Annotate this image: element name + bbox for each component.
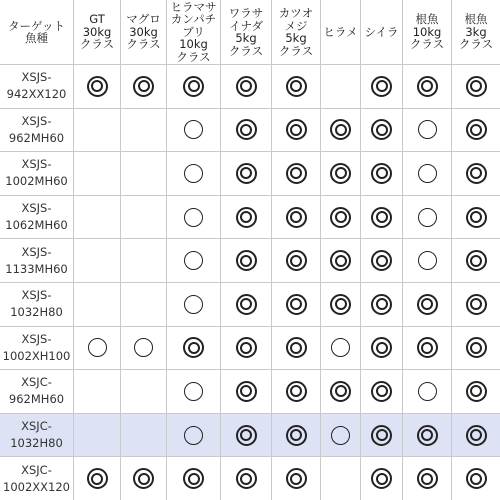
rating-cell-nezakana-3kg <box>451 238 500 282</box>
double-circle-icon <box>286 294 307 315</box>
rating-cell-nezakana-3kg <box>451 151 500 195</box>
rating-cell-maguro <box>120 282 166 326</box>
rating-cell-hiramasa <box>166 238 220 282</box>
rating-cell-maguro <box>120 238 166 282</box>
double-circle-icon <box>183 76 204 97</box>
double-circle-icon <box>286 163 307 184</box>
model-cell <box>0 282 73 326</box>
rating-cell-warasa <box>220 456 271 500</box>
rating-cell-warasa <box>220 108 271 152</box>
model-name: XSJS- 1002MH60 <box>5 157 68 189</box>
model-cell <box>0 108 73 152</box>
double-circle-icon <box>417 468 438 489</box>
header-target-fish-label: ターゲット 魚種 <box>7 18 66 45</box>
header-nezakana-3kg-label: 根魚 3kg クラス <box>458 12 494 52</box>
rating-cell-nezakana-10kg <box>402 151 451 195</box>
double-circle-icon <box>417 76 438 97</box>
double-circle-icon <box>371 468 392 489</box>
double-circle-icon <box>371 425 392 446</box>
model-name: XSJS- 1133MH60 <box>5 244 68 276</box>
rating-cell-nezakana-3kg <box>451 108 500 152</box>
rating-cell-warasa <box>220 326 271 370</box>
rating-cell-hirame <box>320 282 360 326</box>
double-circle-icon <box>286 381 307 402</box>
rating-cell-gt <box>73 64 120 108</box>
rating-cell-warasa <box>220 282 271 326</box>
double-circle-icon <box>417 337 438 358</box>
model-name: XSJS- 942XX120 <box>6 70 67 102</box>
rating-cell-hirame <box>320 413 360 457</box>
rating-cell-warasa <box>220 195 271 239</box>
double-circle-icon <box>330 294 351 315</box>
model-cell <box>0 238 73 282</box>
rating-cell-shiira <box>360 108 402 152</box>
model-cell <box>0 151 73 195</box>
rating-cell-hiramasa <box>166 108 220 152</box>
rating-cell-hiramasa <box>166 195 220 239</box>
rating-cell-hirame <box>320 64 360 108</box>
double-circle-icon <box>466 425 487 446</box>
rating-cell-warasa <box>220 238 271 282</box>
rating-cell-gt <box>73 413 120 457</box>
rating-cell-maguro <box>120 64 166 108</box>
model-name: XSJC- 1032H80 <box>10 419 63 451</box>
double-circle-icon <box>371 250 392 271</box>
circle-icon <box>331 426 350 445</box>
double-circle-icon <box>466 468 487 489</box>
circle-icon <box>134 338 153 357</box>
rating-cell-hiramasa <box>166 369 220 413</box>
model-name: XSJS- 1032H80 <box>10 288 63 320</box>
model-cell <box>0 195 73 239</box>
circle-icon <box>418 208 437 227</box>
rating-cell-katsuo <box>271 195 320 239</box>
double-circle-icon <box>236 468 257 489</box>
header-gt-label: GT 30kg クラス <box>79 12 115 52</box>
double-circle-icon <box>236 425 257 446</box>
model-name: XSJC- 962MH60 <box>8 375 65 407</box>
rating-cell-maguro <box>120 326 166 370</box>
double-circle-icon <box>466 163 487 184</box>
double-circle-icon <box>236 337 257 358</box>
double-circle-icon <box>286 337 307 358</box>
rating-cell-nezakana-10kg <box>402 326 451 370</box>
circle-icon <box>88 338 107 357</box>
rating-cell-katsuo <box>271 64 320 108</box>
double-circle-icon <box>236 250 257 271</box>
double-circle-icon <box>466 381 487 402</box>
header-hiramasa <box>166 0 220 64</box>
rating-cell-maguro <box>120 456 166 500</box>
double-circle-icon <box>417 425 438 446</box>
rating-cell-gt <box>73 369 120 413</box>
rating-cell-hirame <box>320 238 360 282</box>
rating-cell-hiramasa <box>166 413 220 457</box>
double-circle-icon <box>286 250 307 271</box>
double-circle-icon <box>236 163 257 184</box>
double-circle-icon <box>371 207 392 228</box>
double-circle-icon <box>371 381 392 402</box>
rating-cell-shiira <box>360 64 402 108</box>
rating-cell-gt <box>73 456 120 500</box>
circle-icon <box>184 164 203 183</box>
double-circle-icon <box>286 425 307 446</box>
double-circle-icon <box>330 207 351 228</box>
rating-cell-nezakana-3kg <box>451 282 500 326</box>
rating-cell-nezakana-10kg <box>402 413 451 457</box>
circle-icon <box>418 164 437 183</box>
model-cell <box>0 326 73 370</box>
header-warasa-label: ワラサ イナダ 5kg クラス <box>228 6 264 58</box>
double-circle-icon <box>330 381 351 402</box>
model-cell <box>0 369 73 413</box>
double-circle-icon <box>466 250 487 271</box>
header-hiramasa-label: ヒラマサ カンパチ ブリ 10kg クラス <box>170 0 217 64</box>
circle-icon <box>184 295 203 314</box>
rating-cell-maguro <box>120 369 166 413</box>
double-circle-icon <box>286 468 307 489</box>
header-hirame-label: ヒラメ <box>323 24 358 39</box>
header-warasa <box>220 0 271 64</box>
rating-cell-shiira <box>360 369 402 413</box>
model-cell <box>0 64 73 108</box>
double-circle-icon <box>236 207 257 228</box>
double-circle-icon <box>371 119 392 140</box>
rating-cell-hiramasa <box>166 151 220 195</box>
header-hirame <box>320 0 360 64</box>
rating-cell-warasa <box>220 151 271 195</box>
double-circle-icon <box>236 294 257 315</box>
model-name: XSJS- 1002XH100 <box>2 331 71 363</box>
rating-cell-katsuo <box>271 238 320 282</box>
header-maguro <box>120 0 166 64</box>
rating-cell-nezakana-10kg <box>402 64 451 108</box>
rating-cell-shiira <box>360 238 402 282</box>
double-circle-icon <box>87 468 108 489</box>
circle-icon <box>184 426 203 445</box>
circle-icon <box>184 382 203 401</box>
double-circle-icon <box>466 119 487 140</box>
rating-cell-nezakana-10kg <box>402 282 451 326</box>
rating-cell-shiira <box>360 326 402 370</box>
rating-cell-hiramasa <box>166 64 220 108</box>
double-circle-icon <box>330 250 351 271</box>
double-circle-icon <box>286 119 307 140</box>
double-circle-icon <box>371 337 392 358</box>
rating-cell-nezakana-10kg <box>402 369 451 413</box>
circle-icon <box>418 382 437 401</box>
rating-cell-katsuo <box>271 151 320 195</box>
circle-icon <box>184 120 203 139</box>
circle-icon <box>184 208 203 227</box>
rating-cell-maguro <box>120 195 166 239</box>
rating-cell-maguro <box>120 413 166 457</box>
rating-cell-katsuo <box>271 108 320 152</box>
rating-cell-maguro <box>120 151 166 195</box>
header-maguro-label: マグロ 30kg クラス <box>126 12 161 52</box>
rating-cell-gt <box>73 326 120 370</box>
double-circle-icon <box>371 294 392 315</box>
rating-cell-nezakana-10kg <box>402 108 451 152</box>
rating-cell-katsuo <box>271 282 320 326</box>
rating-cell-nezakana-3kg <box>451 326 500 370</box>
model-cell <box>0 413 73 457</box>
circle-icon <box>418 251 437 270</box>
header-shiira-label: シイラ <box>364 24 399 39</box>
rating-cell-katsuo <box>271 326 320 370</box>
rating-cell-shiira <box>360 151 402 195</box>
double-circle-icon <box>183 468 204 489</box>
header-target-fish <box>0 0 73 64</box>
double-circle-icon <box>236 76 257 97</box>
circle-icon <box>331 338 350 357</box>
double-circle-icon <box>183 337 204 358</box>
double-circle-icon <box>133 468 154 489</box>
model-name: XSJS- 1062MH60 <box>5 201 68 233</box>
rating-cell-warasa <box>220 369 271 413</box>
model-name: XSJS- 962MH60 <box>8 113 65 145</box>
rating-cell-hirame <box>320 456 360 500</box>
rating-cell-nezakana-10kg <box>402 195 451 239</box>
rating-cell-gt <box>73 195 120 239</box>
rating-cell-shiira <box>360 456 402 500</box>
rating-cell-nezakana-3kg <box>451 64 500 108</box>
circle-icon <box>418 120 437 139</box>
rating-cell-nezakana-3kg <box>451 413 500 457</box>
rating-cell-gt <box>73 282 120 326</box>
rating-cell-shiira <box>360 195 402 239</box>
rating-cell-hirame <box>320 195 360 239</box>
rating-cell-hiramasa <box>166 326 220 370</box>
circle-icon <box>184 251 203 270</box>
double-circle-icon <box>466 294 487 315</box>
double-circle-icon <box>236 381 257 402</box>
rating-cell-hirame <box>320 151 360 195</box>
header-gt <box>73 0 120 64</box>
rating-cell-shiira <box>360 282 402 326</box>
rating-cell-katsuo <box>271 369 320 413</box>
rating-cell-shiira <box>360 413 402 457</box>
double-circle-icon <box>466 76 487 97</box>
rating-cell-hirame <box>320 326 360 370</box>
header-katsuo-label: カツオ メジ 5kg クラス <box>278 6 314 58</box>
rating-cell-hirame <box>320 108 360 152</box>
rating-cell-nezakana-10kg <box>402 456 451 500</box>
model-cell <box>0 456 73 500</box>
rating-cell-gt <box>73 151 120 195</box>
rating-cell-gt <box>73 238 120 282</box>
header-shiira <box>360 0 402 64</box>
rating-cell-hirame <box>320 369 360 413</box>
rating-cell-warasa <box>220 64 271 108</box>
rating-cell-nezakana-3kg <box>451 195 500 239</box>
rating-cell-hiramasa <box>166 456 220 500</box>
rating-cell-warasa <box>220 413 271 457</box>
double-circle-icon <box>330 163 351 184</box>
rating-cell-katsuo <box>271 456 320 500</box>
rating-cell-gt <box>73 108 120 152</box>
double-circle-icon <box>133 76 154 97</box>
rating-cell-nezakana-3kg <box>451 369 500 413</box>
rating-cell-nezakana-10kg <box>402 238 451 282</box>
header-katsuo <box>271 0 320 64</box>
header-nezakana-10kg <box>402 0 451 64</box>
header-nezakana-3kg <box>451 0 500 64</box>
double-circle-icon <box>466 337 487 358</box>
double-circle-icon <box>87 76 108 97</box>
double-circle-icon <box>371 76 392 97</box>
double-circle-icon <box>417 294 438 315</box>
double-circle-icon <box>236 119 257 140</box>
double-circle-icon <box>330 119 351 140</box>
double-circle-icon <box>286 76 307 97</box>
header-nezakana-10kg-label: 根魚 10kg クラス <box>409 12 445 52</box>
rating-cell-hiramasa <box>166 282 220 326</box>
rating-cell-nezakana-3kg <box>451 456 500 500</box>
rating-cell-maguro <box>120 108 166 152</box>
model-name: XSJC- 1002XX120 <box>3 462 70 494</box>
double-circle-icon <box>371 163 392 184</box>
double-circle-icon <box>286 207 307 228</box>
rating-cell-katsuo <box>271 413 320 457</box>
double-circle-icon <box>466 207 487 228</box>
